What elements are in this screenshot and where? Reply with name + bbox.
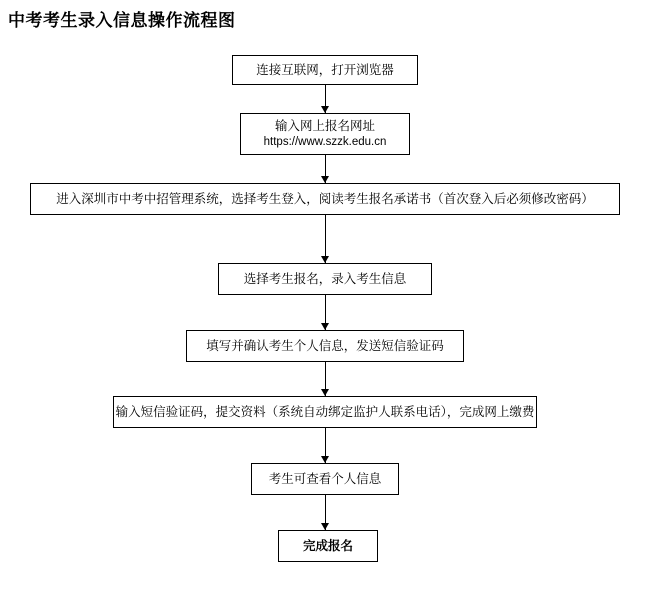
flow-node-connect-internet — [232, 55, 418, 85]
flow-node-select-register — [218, 263, 432, 295]
arrowhead-2-3 — [321, 176, 329, 183]
flow-node-enter-url — [240, 113, 410, 155]
flow-node-label: 输入短信验证码，提交资料（系统自动绑定监护人联系电话），完成网上缴费 — [115, 404, 535, 419]
arrowhead-5-6 — [321, 389, 329, 396]
flow-node-label: 填写并确认考生个人信息，发送短信验证码 — [206, 338, 444, 353]
flow-node-view-info — [251, 463, 399, 495]
arrowhead-4-5 — [321, 323, 329, 330]
flow-node-finish-registration — [278, 530, 378, 562]
flow-node-label: 选择考生报名，录入考生信息 — [243, 271, 407, 286]
flow-node-sublabel: https://www.szzk.edu.cn — [263, 135, 387, 148]
flow-node-submit-pay — [113, 396, 537, 428]
page-title: 中考考生录入信息操作流程图 — [8, 11, 236, 30]
arrowhead-3-4 — [321, 256, 329, 263]
arrowhead-7-8 — [321, 523, 329, 530]
flow-node-label: 输入网上报名网址 — [274, 118, 375, 133]
flow-node-label: 完成报名 — [302, 538, 353, 553]
arrowhead-6-7 — [321, 456, 329, 463]
flow-node-login-system — [30, 183, 620, 215]
flow-node-label: 进入深圳市中考中招管理系统，选择考生登入，阅读考生报名承诺书（首次登入后必须修改密码） — [56, 191, 594, 206]
flowchart — [0, 40, 650, 604]
flow-node-label: 考生可查看个人信息 — [268, 471, 382, 486]
arrowhead-1-2 — [321, 106, 329, 113]
flow-node-label: 连接互联网，打开浏览器 — [256, 62, 394, 77]
flow-node-fill-info-send-sms — [186, 330, 464, 362]
